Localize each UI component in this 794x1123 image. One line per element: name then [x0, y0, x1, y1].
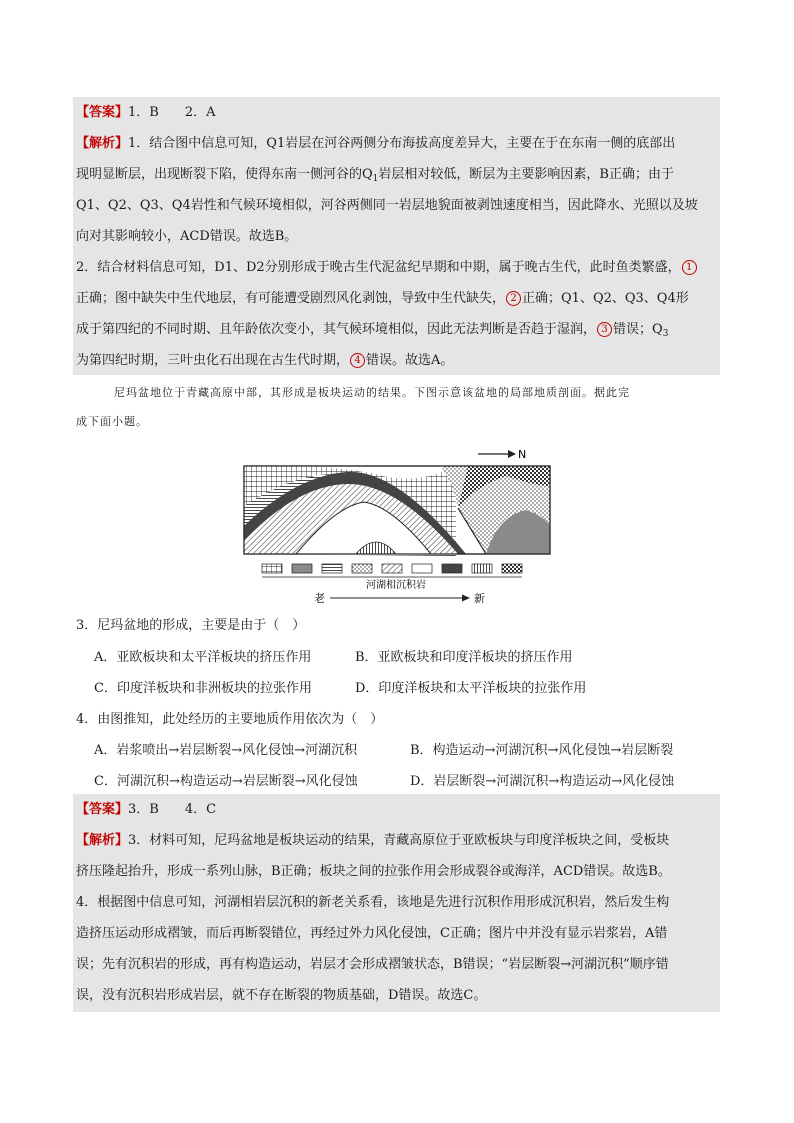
legend-swatch	[472, 564, 492, 573]
stem-line-2: 成下面小题。	[76, 415, 148, 428]
legend-swatch	[322, 564, 342, 573]
analysis2-line-4: 造挤压运动形成褶皱，而后再断裂错位，再经过外力风化侵蚀，C正确；图片中并没有显示岩浆岩，A错	[76, 926, 668, 941]
legend-swatch	[262, 564, 282, 573]
analysis-line-5	[76, 260, 698, 276]
new-label: 新	[474, 592, 485, 605]
analysis2-line-3: 4．根据图中信息可知，河湖相岩层沉积的新老关系看，该地是先进行沉积作用形成沉积岩，然后发生构	[76, 895, 670, 910]
answer-text: 1．B 2．A	[128, 105, 216, 120]
analysis-text: 为第四纪时期，三叶虫化石出现在古生代时期，	[76, 353, 350, 368]
q4-option-b: B．构造运动→河湖沉积→风化侵蚀→岩层断裂	[410, 743, 674, 758]
question-3-stem: 3．尼玛盆地的形成，主要是由于（ ）	[76, 618, 306, 633]
answer-key: 【答案】	[76, 802, 129, 817]
circled-number: 3	[597, 322, 612, 337]
analysis-text: 1．结合图中信息可知，Q1岩层在河谷两侧分布海拔高度差异大，主要在于在东南一侧的底部出	[128, 136, 676, 151]
answer-line-1	[76, 105, 216, 121]
age-arrow-head	[462, 595, 470, 602]
q3-option-c: C．印度洋板块和非洲板块的拉张作用	[94, 681, 312, 696]
q3-option-b: B．亚欧板块和印度洋板块的挤压作用	[355, 650, 573, 665]
legend-caption: 河湖相沉积岩	[366, 580, 426, 591]
analysis2-line-5: 误；先有沉积岩的形成，再有构造运动，岩层才会形成褶皱状态，B错误；“岩层断裂→河湖沉积”顺序错	[76, 957, 669, 972]
analysis-line-3: Q1、Q2、Q3、Q4岩性和气候环境相似，河谷两侧同一岩层地貌面被剥蚀速度相当，因此降水、光照以及坡	[76, 198, 698, 213]
q4-option-c: C．河湖沉积→构造运动→岩层断裂→风化侵蚀	[94, 774, 358, 789]
q4-option-d: D．岩层断裂→河湖沉积→构造运动→风化侵蚀	[410, 774, 675, 789]
analysis-text: 错误。故选A。	[366, 353, 454, 368]
analysis-text: 2．结合材料信息可知，D1、D2分别形成于晚古生代泥盆纪早期和中期，属于晚古生代，此时鱼类繁盛，	[76, 260, 681, 275]
circled-number: 4	[350, 353, 365, 368]
legend-swatch	[292, 564, 312, 573]
analysis2-line-6: 误，没有沉积岩形成岩层，就不存在断裂的物质基础，D错误。故选C。	[76, 988, 487, 1003]
analysis-line-4: 向对其影响较小，ACD错误。故选B。	[76, 229, 298, 244]
north-label: N	[518, 448, 527, 461]
stem-line-1: 尼玛盆地位于青藏高原中部，其形成是板块运动的结果。下图示意该盆地的局部地质剖面。据此完	[114, 386, 630, 399]
answer-text: 3．B 4．C	[128, 802, 217, 817]
analysis-key: 【解析】	[76, 136, 129, 151]
analysis-text: 现明显断层，出现断裂下陷，使得东南一侧河谷的Q	[76, 167, 373, 182]
analysis-text: 正确；图中缺失中生代地层，有可能遭受剧烈风化剥蚀，导致中生代缺失，	[76, 291, 506, 306]
analysis-line-8	[76, 353, 453, 369]
legend-swatch	[412, 564, 432, 573]
north-arrow-head	[508, 450, 516, 458]
subscript: 3	[662, 329, 669, 339]
analysis2-line-1	[76, 833, 669, 849]
legend-swatch	[352, 564, 372, 573]
analysis2-line-2: 挤压隆起抬升，形成一系列山脉，B正确；板块之间的拉张作用会形成裂谷或海洋，ACD错误。故选B。	[76, 864, 671, 879]
geologic-cross-section	[236, 446, 556, 606]
analysis-line-6	[76, 291, 689, 307]
analysis-text: 正确；Q1、Q2、Q3、Q4形	[522, 291, 689, 306]
old-label: 老	[314, 592, 325, 605]
legend-swatch	[442, 564, 462, 573]
analysis-line-1	[76, 136, 675, 152]
analysis-text: 3．材料可知，尼玛盆地是板块运动的结果，青藏高原位于亚欧板块与印度洋板块之间，受板块	[128, 833, 670, 848]
analysis-text: 岩层相对较低，断层为主要影响因素，B正确；由于	[378, 167, 674, 182]
legend-swatch	[502, 564, 522, 573]
analysis-text: 成于第四纪的不同时期、且年龄依次变小，其气候环境相似，因此无法判断是否趋于湿润，	[76, 322, 597, 337]
analysis-line-7	[76, 322, 668, 342]
question-4-stem: 4．由图推知，此处经历的主要地质作用依次为（ ）	[76, 712, 384, 727]
legend	[262, 564, 522, 605]
circled-number: 1	[682, 260, 697, 275]
circled-number: 2	[506, 291, 521, 306]
q4-option-a: A．岩浆喷出→岩层断裂→风化侵蚀→河湖沉积	[94, 743, 358, 758]
subscript: 1	[372, 174, 379, 184]
analysis-text: 错误；Q	[613, 322, 663, 337]
answer-line-2	[76, 802, 216, 818]
q3-option-d: D．印度洋板块和太平洋板块的拉张作用	[355, 681, 587, 696]
legend-swatch	[382, 564, 402, 573]
analysis-key: 【解析】	[76, 833, 129, 848]
answer-key: 【答案】	[76, 105, 129, 120]
q3-option-a: A．亚欧板块和太平洋板块的挤压作用	[94, 650, 312, 665]
analysis-line-2	[76, 167, 674, 187]
